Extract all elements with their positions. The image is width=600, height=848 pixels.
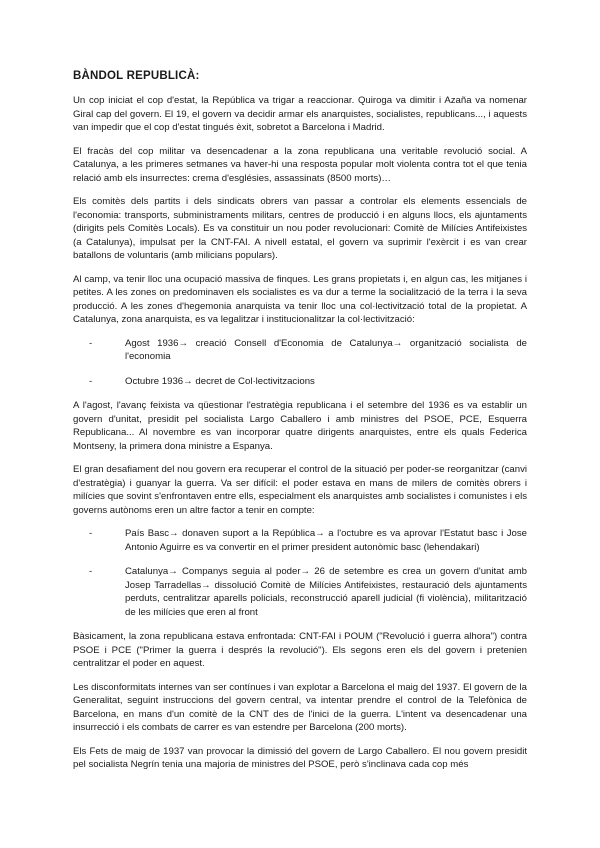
list-item — [89, 527, 527, 554]
paragraph-unity-government: A l'agost, l'avanç feixista va qüestionar l'estratègia republicana i el setembre del 1936 es va establir un govern d'unitat, presidit pel socialista Largo Caballero i amb ministres del PSOE, PCE, Esquerra Republicana... Al novembre es van incorporar quatre dirigents anarquistes, entre els quals Federica Montseny, la primera dona ministre a Espanya. — [73, 400, 527, 452]
paragraph-may-1937: Les disconformitats internes van ser contínues i van explotar a Barcelona el maig del 1937. El govern de la Generalitat, seguint instruccions del govern central, va intentar prendre el control de la Telefònica de Barcelona, en mans d'un comitè de la CNT des de l'inici de la guerra. L'intent va desencadenar una insurrecció i els combats de carrer es van estendre per Barcelona (200 morts). — [73, 681, 527, 733]
list-item — [89, 375, 527, 389]
paragraph-social-revolution: El fracàs del cop militar va desencadenar a la zona republicana una veritable revolució social. A Catalunya, a les primeres setmanes va haver-hi una resposta popular molt violenta contra tot el que tenia relació amb els insurrectes: crema d'esglésies, assassinats (8500 morts)… — [73, 145, 527, 184]
list-item-text: Catalunya→ Companys seguia al poder→ 26 de setembre es crea un govern d'unitat amb Josep Tarradellas→ dissolució Comitè de Milícies Antifeixistes, restauració dels ajuntaments perduts, centralitzar aparells policials, reconstrucció aparell judicial (fi violència), militarització de les milícies que eren al front — [125, 566, 527, 618]
list-item-text: País Basc→ donaven suport a la República→ a l'octubre es va aprovar l'Estatut basc i Jose Antonio Aguirre es va convertir en el primer president autonòmic basc (lehendakari) — [125, 528, 527, 553]
bullet-marker: - — [89, 375, 93, 387]
bullet-marker: - — [89, 337, 93, 349]
collectivization-list — [73, 337, 527, 389]
autonomous-governments-list — [73, 527, 527, 619]
paragraph-coup-reaction: Un cop iniciat el cop d'estat, la República va trigar a reaccionar. Quiroga va dimitir i Azaña va nomenar Giral cap del govern. El 19, el govern va decidir armar els anarquistes, socialistes, republicans..., i aquests van impedir que el cop d'estat tingués èxit, sobretot a Barcelona i Madrid. — [73, 95, 527, 133]
paragraph-challenge: El gran desafiament del nou govern era recuperar el control de la situació per poder-se reorganitzar (canvi d'estratègia) i guanyar la guerra. Va ser difícil: el poder estava en mans de milers de comitès obrers i milícies que sovint s'enfrontaven entre ells, especialment els anarquistes amb socialistes i comunistes i els governs autònoms eren un altre factor a tenir en compte: — [73, 464, 527, 516]
list-item-text: Octubre 1936→ decret de Col·lectivitzacions — [125, 375, 315, 387]
list-item — [89, 565, 527, 619]
paragraph-countryside: Al camp, va tenir lloc una ocupació massiva de finques. Les grans propietats i, en algun cas, les mitjanes i petites. A les zones on predominaven els socialistes es va dur a terme la socialització de la terra i la seva producció. A les zones d'hegemonia anarquista va tenir lloc una col·lectivització total de la propietat. A Catalunya, zona anarquista, es va legalitzar i institucionalitzar la col·lectivització: — [73, 273, 527, 325]
paragraph-confrontation: Bàsicament, la zona republicana estava enfrontada: CNT-FAI i POUM ("Revolució i guerra alhora") contra PSOE i PCE ("Primer la guerra i després la revolució"). Els segons eren els del govern i pretenien centralitzar el poder en aquest. — [73, 631, 527, 669]
bullet-marker: - — [89, 528, 93, 539]
paragraph-negrin-government: Els Fets de maig de 1937 van provocar la dimissió del govern de Largo Caballero. El nou govern presidit pel socialista Negrín tenia una majoria de ministres del PSOE, però s'inclinava cada cop més — [73, 745, 527, 770]
paragraph-committees: Els comitès dels partits i dels sindicats obrers van passar a controlar els elements essencials de l'economia: transports, subministraments militars, centres de producció i en alguns llocs, els ajuntaments (dirigits pels Comitès Locals). Es va constituir un nou poder revolucionari: Comitè de Milícies Antifeixistes (a Catalunya), impulsat per la CNT-FAI. A nivell estatal, el govern va suprimir l'exèrcit i es van crear batallons de voluntaris (amb milicians populars). — [73, 196, 527, 261]
list-item — [89, 337, 527, 364]
bullet-marker: - — [89, 566, 93, 577]
list-item-text: Agost 1936→ creació Consell d'Economia de Catalunya→ organització socialista de l'economia — [125, 337, 527, 362]
section-title: BÀNDOL REPUBLICÀ: — [73, 70, 200, 82]
